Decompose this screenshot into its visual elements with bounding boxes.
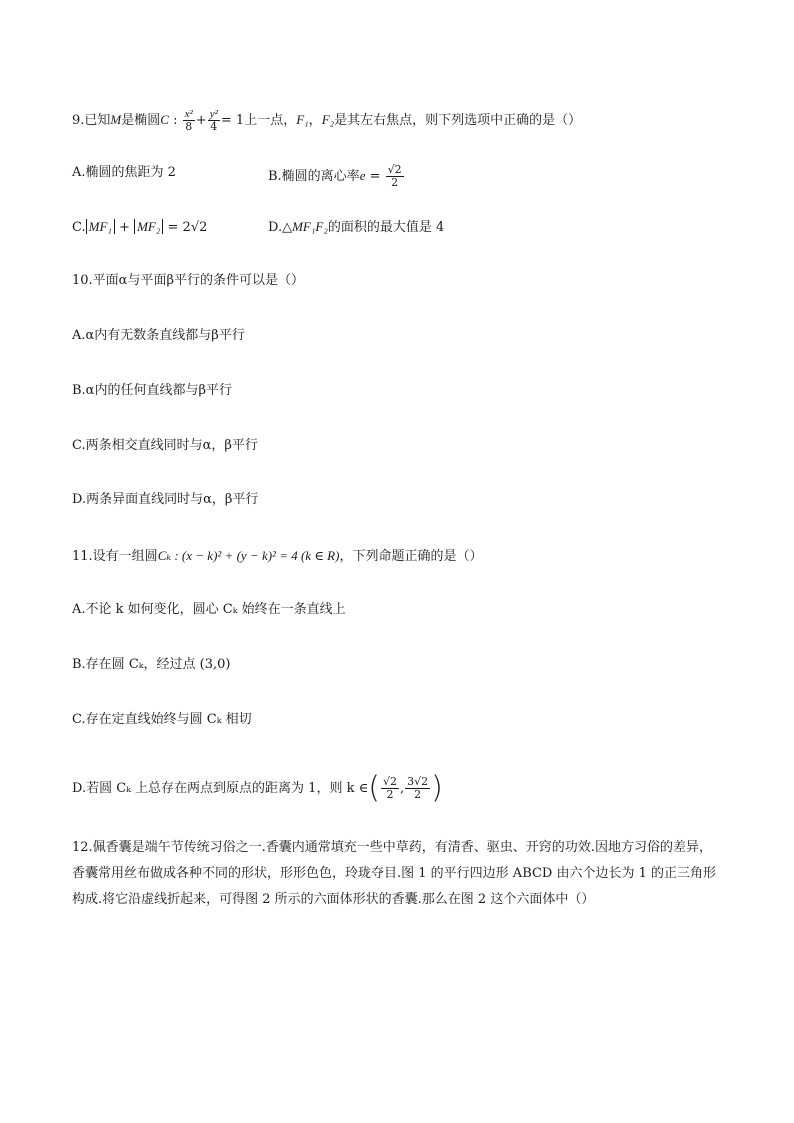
q9-var-f2: F₂ [321, 112, 335, 127]
q9-text-after: 是其左右焦点，则下列选项中正确的是（） [334, 113, 582, 128]
q9-eq-one: = 1 [220, 113, 245, 128]
q9-frac-y: $\frac{\text{y²}}{4}$ [209, 108, 218, 133]
q9-text-before: 已知 [84, 113, 111, 128]
q11-option-b: B.存在圆 Cₖ，经过点 (3,0) [72, 657, 231, 672]
q11-option-c: C.存在定直线始终与圆 Cₖ 相切 [72, 712, 252, 727]
q10-stem: 10.平面α与平面β平行的条件可以是（） [72, 273, 304, 288]
q9-option-c: C. MF₁ + MF₂ = 2√2 [72, 219, 208, 235]
q9-stem: 9.已知M是椭圆C : $\frac{\text{x²}}{8}$ + $\frac{\text{y²}}{4}$ = 1上一点，F₁，F₂是其左右焦点，则下列选项中正确的是（） [72, 108, 582, 133]
q10-option-d: D.两条异面直线同时与α，β平行 [72, 492, 259, 507]
q11-option-d: D.若圆 Cₖ 上总存在两点到原点的距离为 1，则 k ∈( $\frac{√2}{2}$ , $\frac{3√2}{2}$ ) [72, 770, 443, 806]
q9-frac-x: $\frac{\text{x²}}{8}$ [184, 108, 193, 133]
q9-text-mid: 是椭圆 [121, 113, 161, 128]
q9-option-b: B.椭圆的离心率e = $\frac{√2}{2}$ [268, 163, 402, 189]
q11-stem: 11.设有一组圆Cₖ : (x − k)² + (y − k)² = 4 (k ∈ R)，下列命题正确的是（） [72, 548, 483, 564]
q12-stem: 12.佩香囊是端午节传统习俗之一.香囊内通常填充一些中草药，有清香、驱虫、开窍的功效.因地方习俗的差异，香囊常用丝布做成各种不同的形状，形形色色，玲珑夺目.图 1 的平行四边形 ABCD 由六个边长为 1 的正三角形构成.将它沿虚线折起来，可得图 2 所示的六面体形状的香囊.那么在图 2 这个六面体中（） [72, 840, 717, 907]
q9-option-d: D.△MF₁F₂的面积的最大值是 4 [268, 219, 445, 235]
q9-b-frac: $\frac{√2}{2}$ [387, 163, 402, 189]
q11-option-a: A.不论 k 如何变化，圆心 Cₖ 始终在一条直线上 [72, 602, 346, 617]
q9-option-a: A.椭圆的焦距为 2 [72, 165, 176, 180]
q9-var-c: C [160, 112, 169, 127]
q10-option-b: B.α内的任何直线都与β平行 [72, 383, 232, 398]
q9-number: 9. [72, 113, 85, 128]
q10-option-a: A.α内有无数条直线都与β平行 [72, 328, 245, 343]
q9-text-point: 上一点， [244, 113, 297, 128]
q10-option-c: C.两条相交直线同时与α，β平行 [72, 438, 258, 453]
q9-var-f1: F₁ [296, 112, 309, 127]
q11-formula: Cₖ : (x − k)² + (y − k)² = 4 (k ∈ R) [157, 548, 340, 563]
q9-var-m: M [110, 112, 122, 127]
